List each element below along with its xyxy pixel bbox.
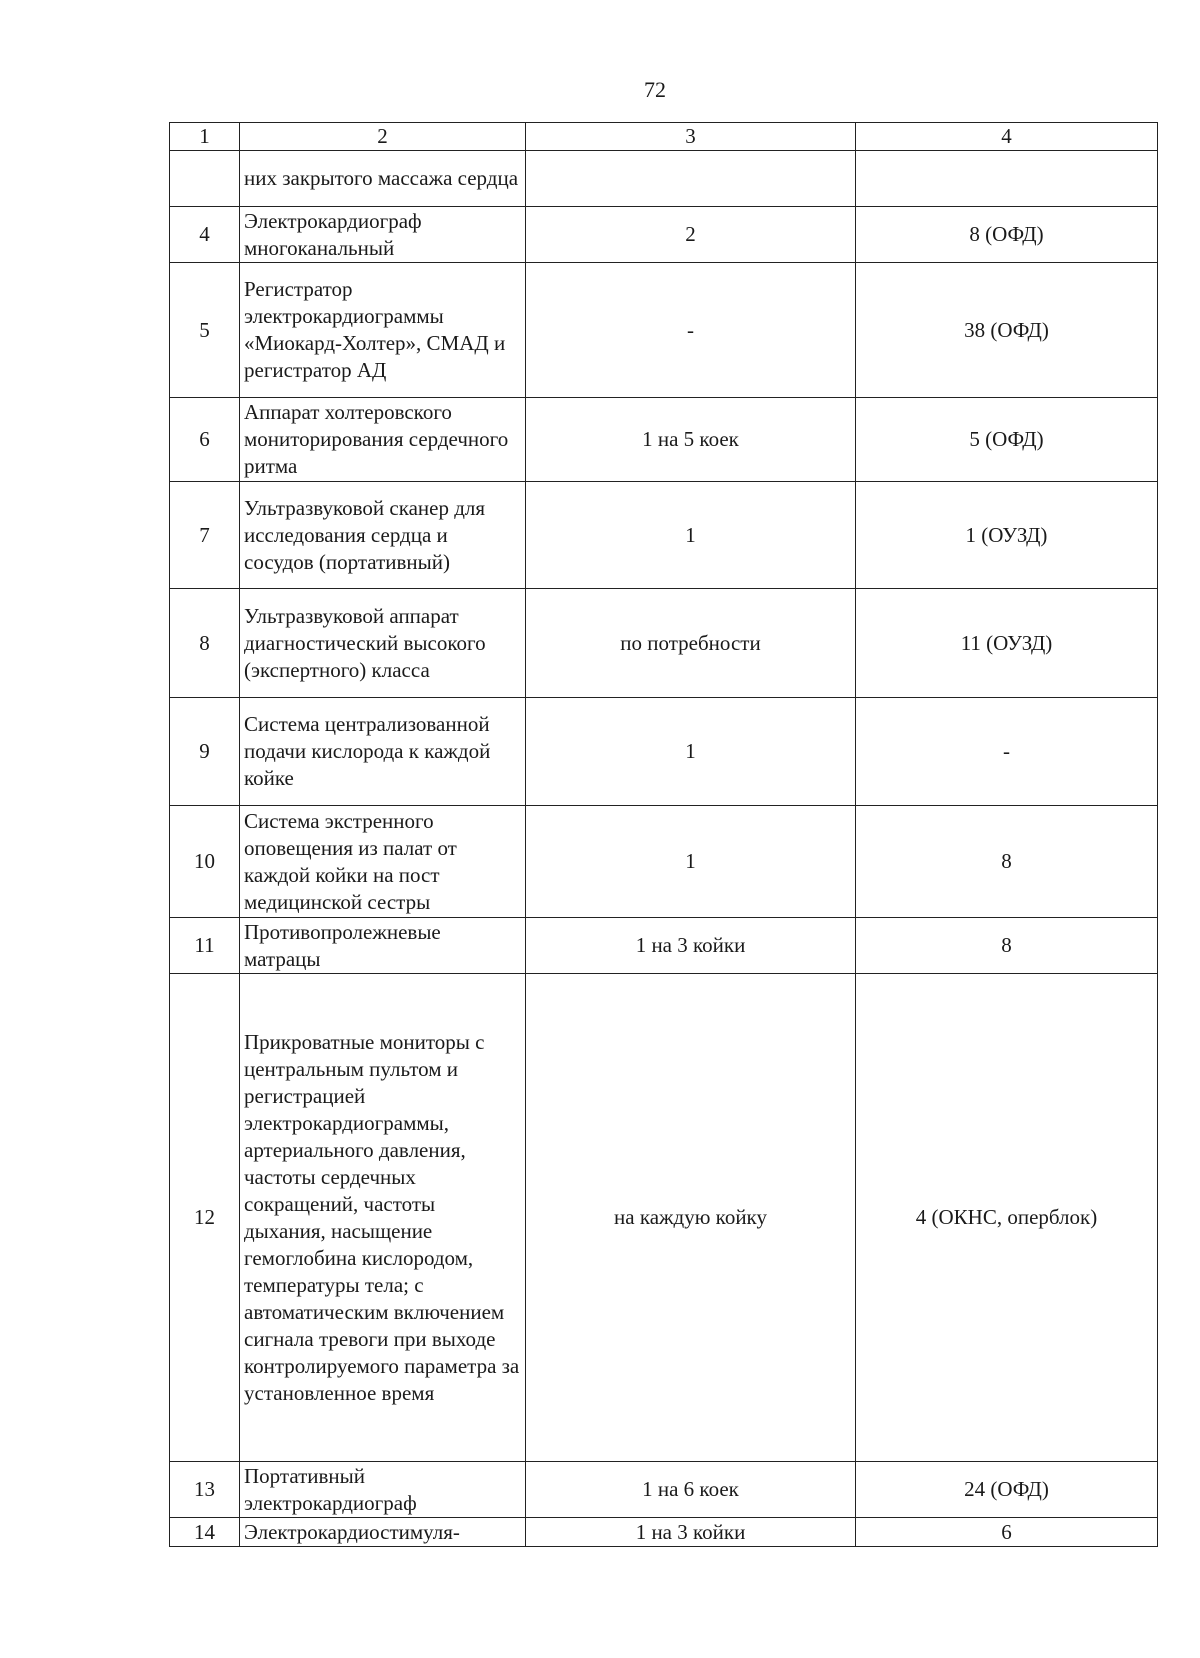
row-number: 13 [170,1462,240,1518]
equipment-name: Прикроватные мониторы с центральным пультом и регистрацией электрокардиограммы, артериального давления, частоты сердечных сокращений, частоты дыхания, насыщение гемоглобина кислородом, температуры тела; с автоматическим включением сигнала тревоги при выходе контролируемого параметра за установленное время [240,974,526,1462]
row-number: 8 [170,589,240,698]
standard: 11 (ОУЗД) [856,589,1158,698]
equipment-name: Ультразвуковой сканер для исследования сердца и сосудов (портативный) [240,482,526,589]
quantity: 1 [526,806,856,918]
equipment-name: Электрокардиограф многоканальный [240,207,526,263]
row-number: 12 [170,974,240,1462]
equipment-name: них закрытого массажа сердца [240,151,526,207]
standard: 38 (ОФД) [856,263,1158,398]
standard: 4 (ОКНС, оперблок) [856,974,1158,1462]
quantity [526,151,856,207]
table-row [170,1462,1158,1518]
quantity: 1 [526,698,856,806]
equipment-name: Аппарат холтеровского мониторирования сердечного ритма [240,398,526,482]
page-number: 72 [644,77,666,102]
equipment-name: Система централизованной подачи кислорода к каждой койке [240,698,526,806]
table-row [170,974,1158,1462]
table-row [170,482,1158,589]
table-row [170,263,1158,398]
row-number [170,151,240,207]
standard: 8 [856,806,1158,918]
header-cell: 4 [856,123,1158,151]
standard: 8 (ОФД) [856,207,1158,263]
row-number: 5 [170,263,240,398]
equipment-name: Ультразвуковой аппарат диагностический высокого (экспертного) класса [240,589,526,698]
equipment-name: Портативный электрокардиограф [240,1462,526,1518]
row-number: 11 [170,918,240,974]
standard: 5 (ОФД) [856,398,1158,482]
row-number: 14 [170,1518,240,1547]
table-header-row [170,123,1158,151]
quantity: на каждую койку [526,974,856,1462]
quantity: 1 на 3 койки [526,1518,856,1547]
row-number: 7 [170,482,240,589]
equipment-name: Система экстренного оповещения из палат от каждой койки на пост медицинской сестры [240,806,526,918]
table-row [170,207,1158,263]
standard: 8 [856,918,1158,974]
equipment-table [169,122,1158,1547]
table-row [170,398,1158,482]
header-cell: 3 [526,123,856,151]
quantity: 1 на 3 койки [526,918,856,974]
row-number: 4 [170,207,240,263]
header-cell: 1 [170,123,240,151]
table-row [170,918,1158,974]
quantity: по потребности [526,589,856,698]
row-number: 9 [170,698,240,806]
equipment-name: Электрокардиостимуля- [240,1518,526,1547]
standard: 24 (ОФД) [856,1462,1158,1518]
row-number: 6 [170,398,240,482]
equipment-name: Регистратор электрокардиограммы «Миокард-Холтер», СМАД и регистратор АД [240,263,526,398]
table-row [170,589,1158,698]
standard: 1 (ОУЗД) [856,482,1158,589]
header-cell: 2 [240,123,526,151]
table-row [170,151,1158,207]
quantity: 1 на 6 коек [526,1462,856,1518]
row-number: 10 [170,806,240,918]
table-row [170,698,1158,806]
standard [856,151,1158,207]
equipment-name: Противопролежневые матрацы [240,918,526,974]
quantity: 2 [526,207,856,263]
quantity: 1 на 5 коек [526,398,856,482]
table-row [170,806,1158,918]
quantity: 1 [526,482,856,589]
standard: 6 [856,1518,1158,1547]
table-row [170,1518,1158,1547]
standard: - [856,698,1158,806]
quantity: - [526,263,856,398]
